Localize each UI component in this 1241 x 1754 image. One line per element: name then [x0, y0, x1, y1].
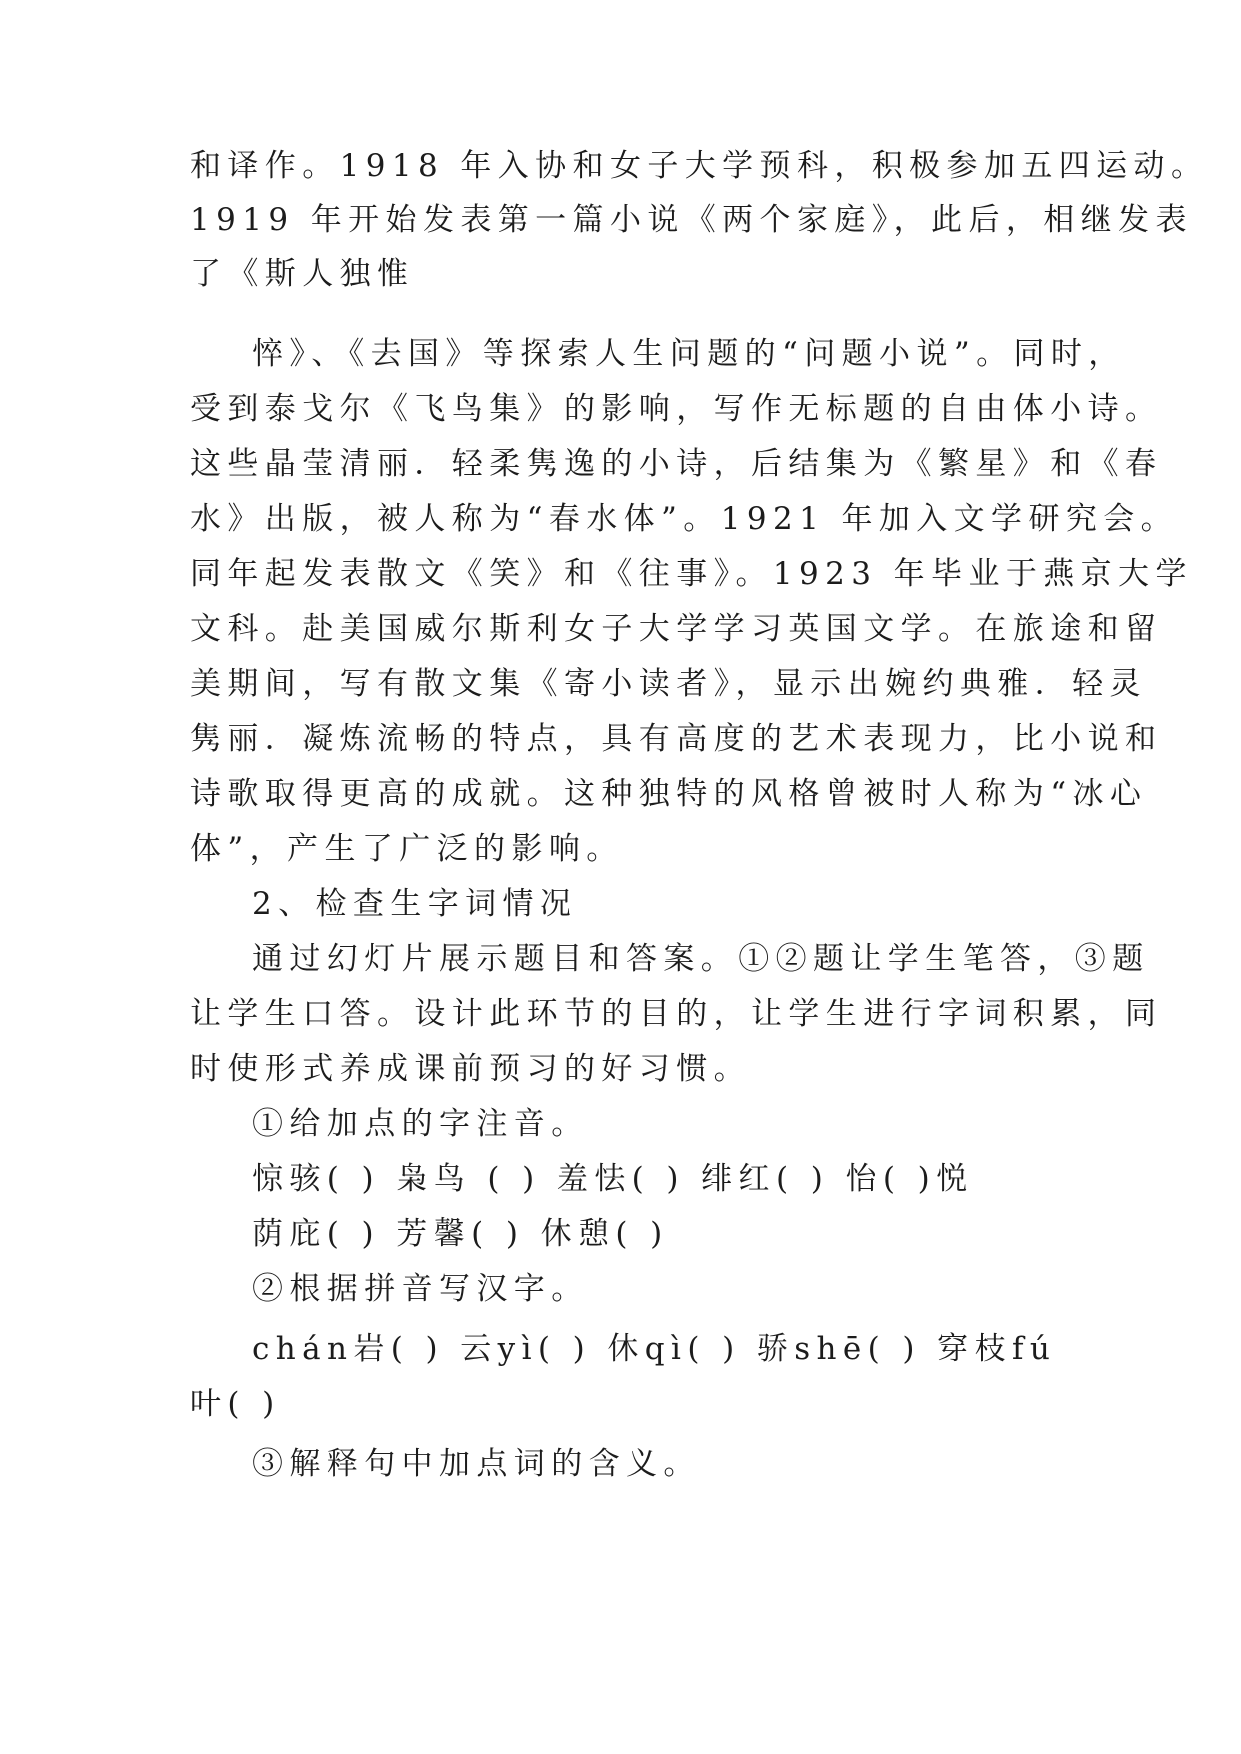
- exercise-heading: ②根据拼音写汉字。: [252, 1271, 589, 1307]
- text-line: 时使形式养成课前预习的好习惯。: [190, 1051, 751, 1087]
- text-line: 诗歌取得更高的成就。这种独特的风格曾被时人称为“冰心: [190, 776, 1148, 812]
- text-line: 通过幻灯片展示题目和答案。①②题让学生笔答，③题: [252, 941, 1150, 977]
- text-line: 同年起发表散文《笑》和《往事》。1923 年毕业于燕京大学: [190, 556, 1193, 592]
- text-line: 受到泰戈尔《飞鸟集》的影响，写作无标题的自由体小诗。: [190, 391, 1163, 427]
- exercise-line: 叶( ): [190, 1386, 281, 1422]
- exercise-heading: ③解释句中加点词的含义。: [252, 1446, 701, 1482]
- text-line: 这些晶莹清丽．轻柔隽逸的小诗，后结集为《繁星》和《春: [190, 446, 1163, 482]
- text-line: 水》出版，被人称为“春水体”。1921 年加入文学研究会。: [190, 501, 1179, 537]
- exercise-heading: ①给加点的字注音。: [252, 1106, 589, 1142]
- text-line: 了《斯人独惟: [190, 256, 415, 292]
- text-line: 美期间，写有散文集《寄小读者》，显示出婉约典雅．轻灵: [190, 666, 1147, 702]
- text-line: 悴》、《去国》等探索人生问题的“问题小说”。同时，: [252, 336, 1126, 372]
- text-line: 隽丽．凝炼流畅的特点，具有高度的艺术表现力，比小说和: [190, 721, 1163, 757]
- text-line: 1919 年开始发表第一篇小说《两个家庭》，此后，相继发表: [190, 202, 1193, 238]
- text-line: 体”，产生了广泛的影响。: [190, 831, 624, 867]
- exercise-line: chán岩( ) 云yì( ) 休qì( ) 骄shē( ) 穿枝fú: [252, 1331, 1057, 1367]
- section-heading: 2、检查生字词情况: [252, 886, 578, 922]
- text-line: 让学生口答。设计此环节的目的，让学生进行字词积累，同: [190, 996, 1163, 1032]
- text-line: 文科。赴美国威尔斯利女子大学学习英国文学。在旅途和留: [190, 611, 1163, 647]
- exercise-line: 荫庇( ) 芳馨( ) 休憩( ): [252, 1216, 669, 1252]
- exercise-line: 惊骇( ) 枭鸟 ( ) 羞怯( ) 绯红( ) 怡( )悦: [252, 1161, 974, 1197]
- text-line: 和译作。1918 年入协和女子大学预科，积极参加五四运动。: [190, 148, 1209, 184]
